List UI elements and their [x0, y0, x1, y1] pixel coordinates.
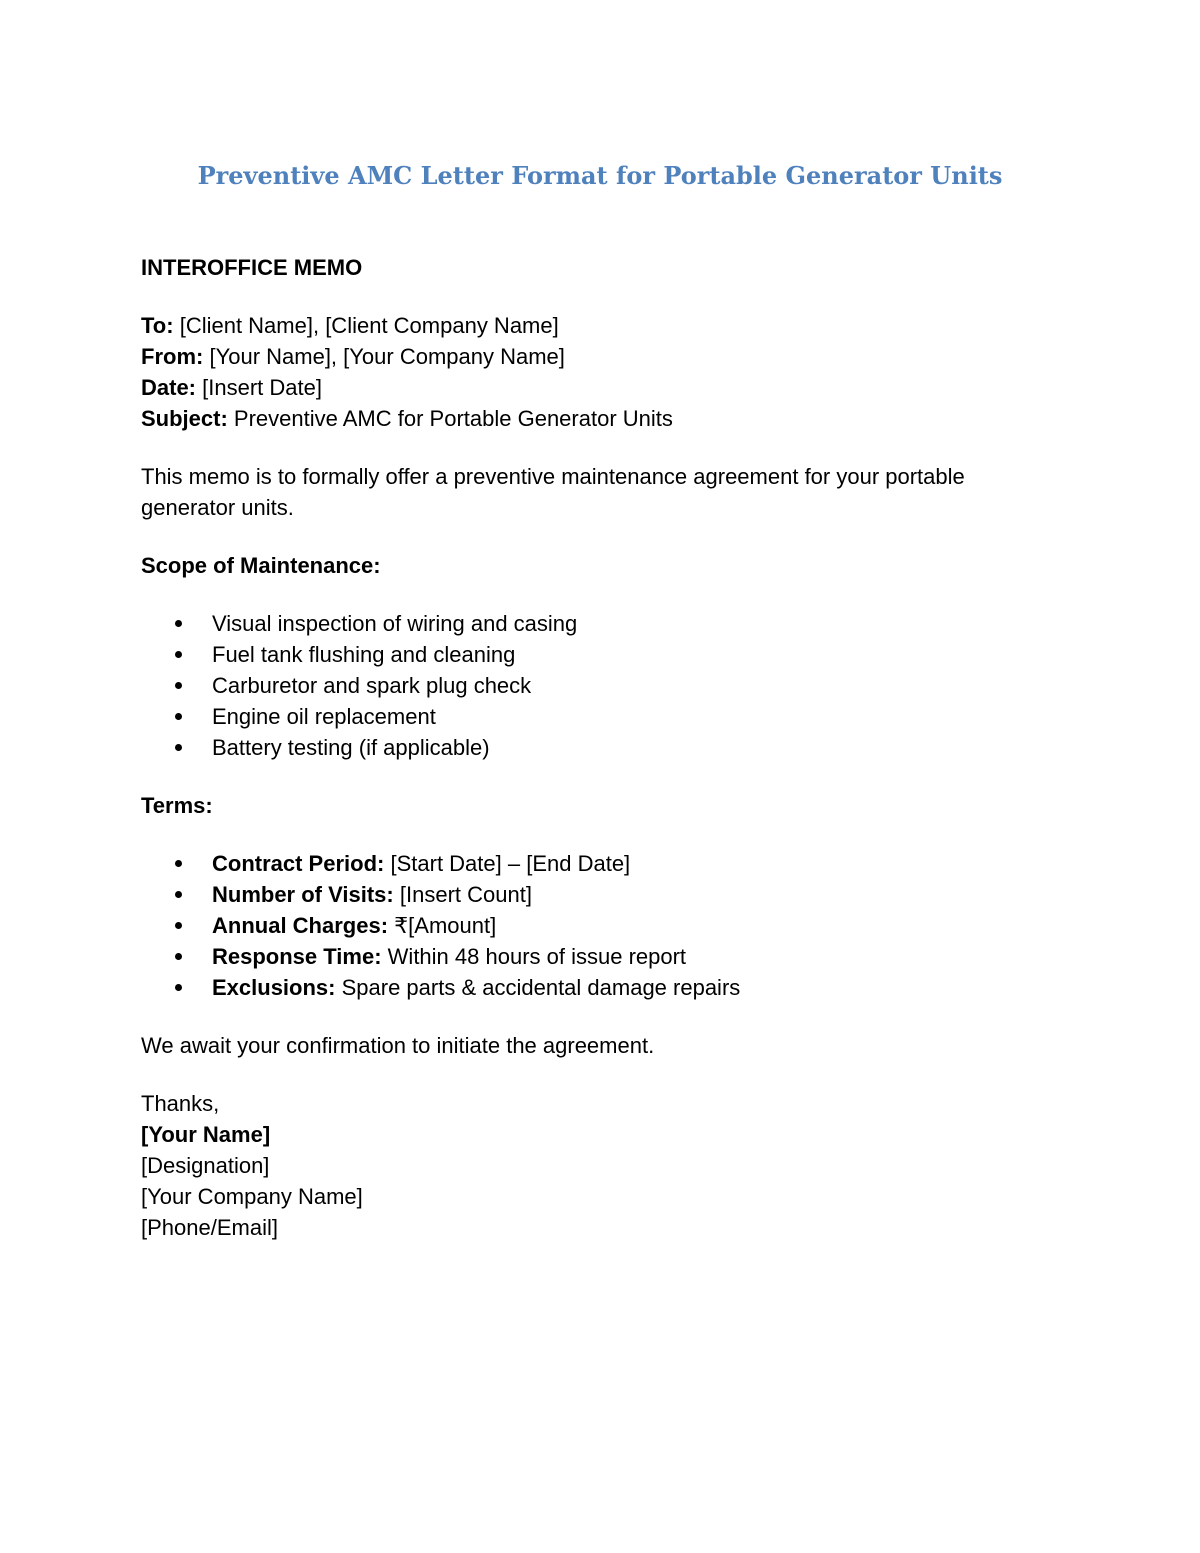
scope-list: [141, 608, 1061, 763]
signature-company: [Your Company Name]: [141, 1184, 363, 1209]
signature-salutation: Thanks,: [141, 1091, 220, 1116]
list-item: [141, 608, 1061, 639]
document-title: Preventive AMC Letter Format for Portable Generator Units: [197, 161, 1003, 190]
bullet-icon: [175, 620, 182, 627]
term-value-number-of-visits: [Insert Count]: [399, 882, 532, 907]
date-label: Date:: [141, 375, 197, 400]
term-value-contract-period: [Start Date] – [End Date]: [390, 851, 631, 876]
bullet-icon: [175, 891, 182, 898]
bullet-icon: [175, 682, 182, 689]
signature-name: [Your Name]: [141, 1122, 271, 1147]
list-item: [141, 879, 1061, 910]
terms-heading: Terms:: [141, 793, 213, 818]
list-item: [141, 670, 1061, 701]
list-item: [141, 910, 1061, 941]
scope-item-text: Fuel tank flushing and cleaning: [212, 642, 516, 667]
list-item: [141, 848, 1061, 879]
scope-item-text: Battery testing (if applicable): [212, 735, 490, 760]
bullet-icon: [175, 860, 182, 867]
signature-designation: [Designation]: [141, 1153, 270, 1178]
scope-item-text: Visual inspection of wiring and casing: [212, 611, 578, 636]
signature-block: [141, 1088, 1061, 1243]
bullet-icon: [175, 922, 182, 929]
header-field-subject: [141, 403, 1061, 434]
term-label-response-time: Response Time:: [212, 944, 382, 969]
subject-label: Subject:: [141, 406, 228, 431]
from-label: From:: [141, 344, 204, 369]
term-value-exclusions: Spare parts & accidental damage repairs: [341, 975, 741, 1000]
terms-list: [141, 848, 1061, 1003]
header-field-from: [141, 341, 1061, 372]
scope-item-text: Carburetor and spark plug check: [212, 673, 532, 698]
bullet-icon: [175, 744, 182, 751]
bullet-icon: [175, 984, 182, 991]
subject-value: Preventive AMC for Portable Generator Units: [233, 406, 673, 431]
memo-header-fields: [141, 310, 1061, 434]
to-label: To:: [141, 313, 174, 338]
intro-paragraph: This memo is to formally offer a preventive maintenance agreement for your portable generator units.: [141, 464, 965, 520]
list-item: [141, 639, 1061, 670]
from-value: [Your Name], [Your Company Name]: [209, 344, 565, 369]
bullet-icon: [175, 651, 182, 658]
term-value-response-time: Within 48 hours of issue report: [387, 944, 687, 969]
term-label-number-of-visits: Number of Visits:: [212, 882, 394, 907]
closing-paragraph: We await your confirmation to initiate the agreement.: [141, 1033, 655, 1058]
memo-body: [141, 252, 1061, 1243]
signature-contact: [Phone/Email]: [141, 1215, 278, 1240]
memo-heading: INTEROFFICE MEMO: [141, 255, 363, 280]
list-item: [141, 732, 1061, 763]
date-value: [Insert Date]: [202, 375, 322, 400]
bullet-icon: [175, 713, 182, 720]
list-item: [141, 972, 1061, 1003]
term-value-annual-charges: ₹[Amount]: [394, 913, 497, 938]
bullet-icon: [175, 953, 182, 960]
scope-item-text: Engine oil replacement: [212, 704, 436, 729]
term-label-exclusions: Exclusions:: [212, 975, 336, 1000]
scope-heading: Scope of Maintenance:: [141, 553, 381, 578]
list-item: [141, 701, 1061, 732]
header-field-date: [141, 372, 1061, 403]
header-field-to: [141, 310, 1061, 341]
list-item: [141, 941, 1061, 972]
to-value: [Client Name], [Client Company Name]: [179, 313, 559, 338]
term-label-annual-charges: Annual Charges:: [212, 913, 389, 938]
term-label-contract-period: Contract Period:: [212, 851, 385, 876]
